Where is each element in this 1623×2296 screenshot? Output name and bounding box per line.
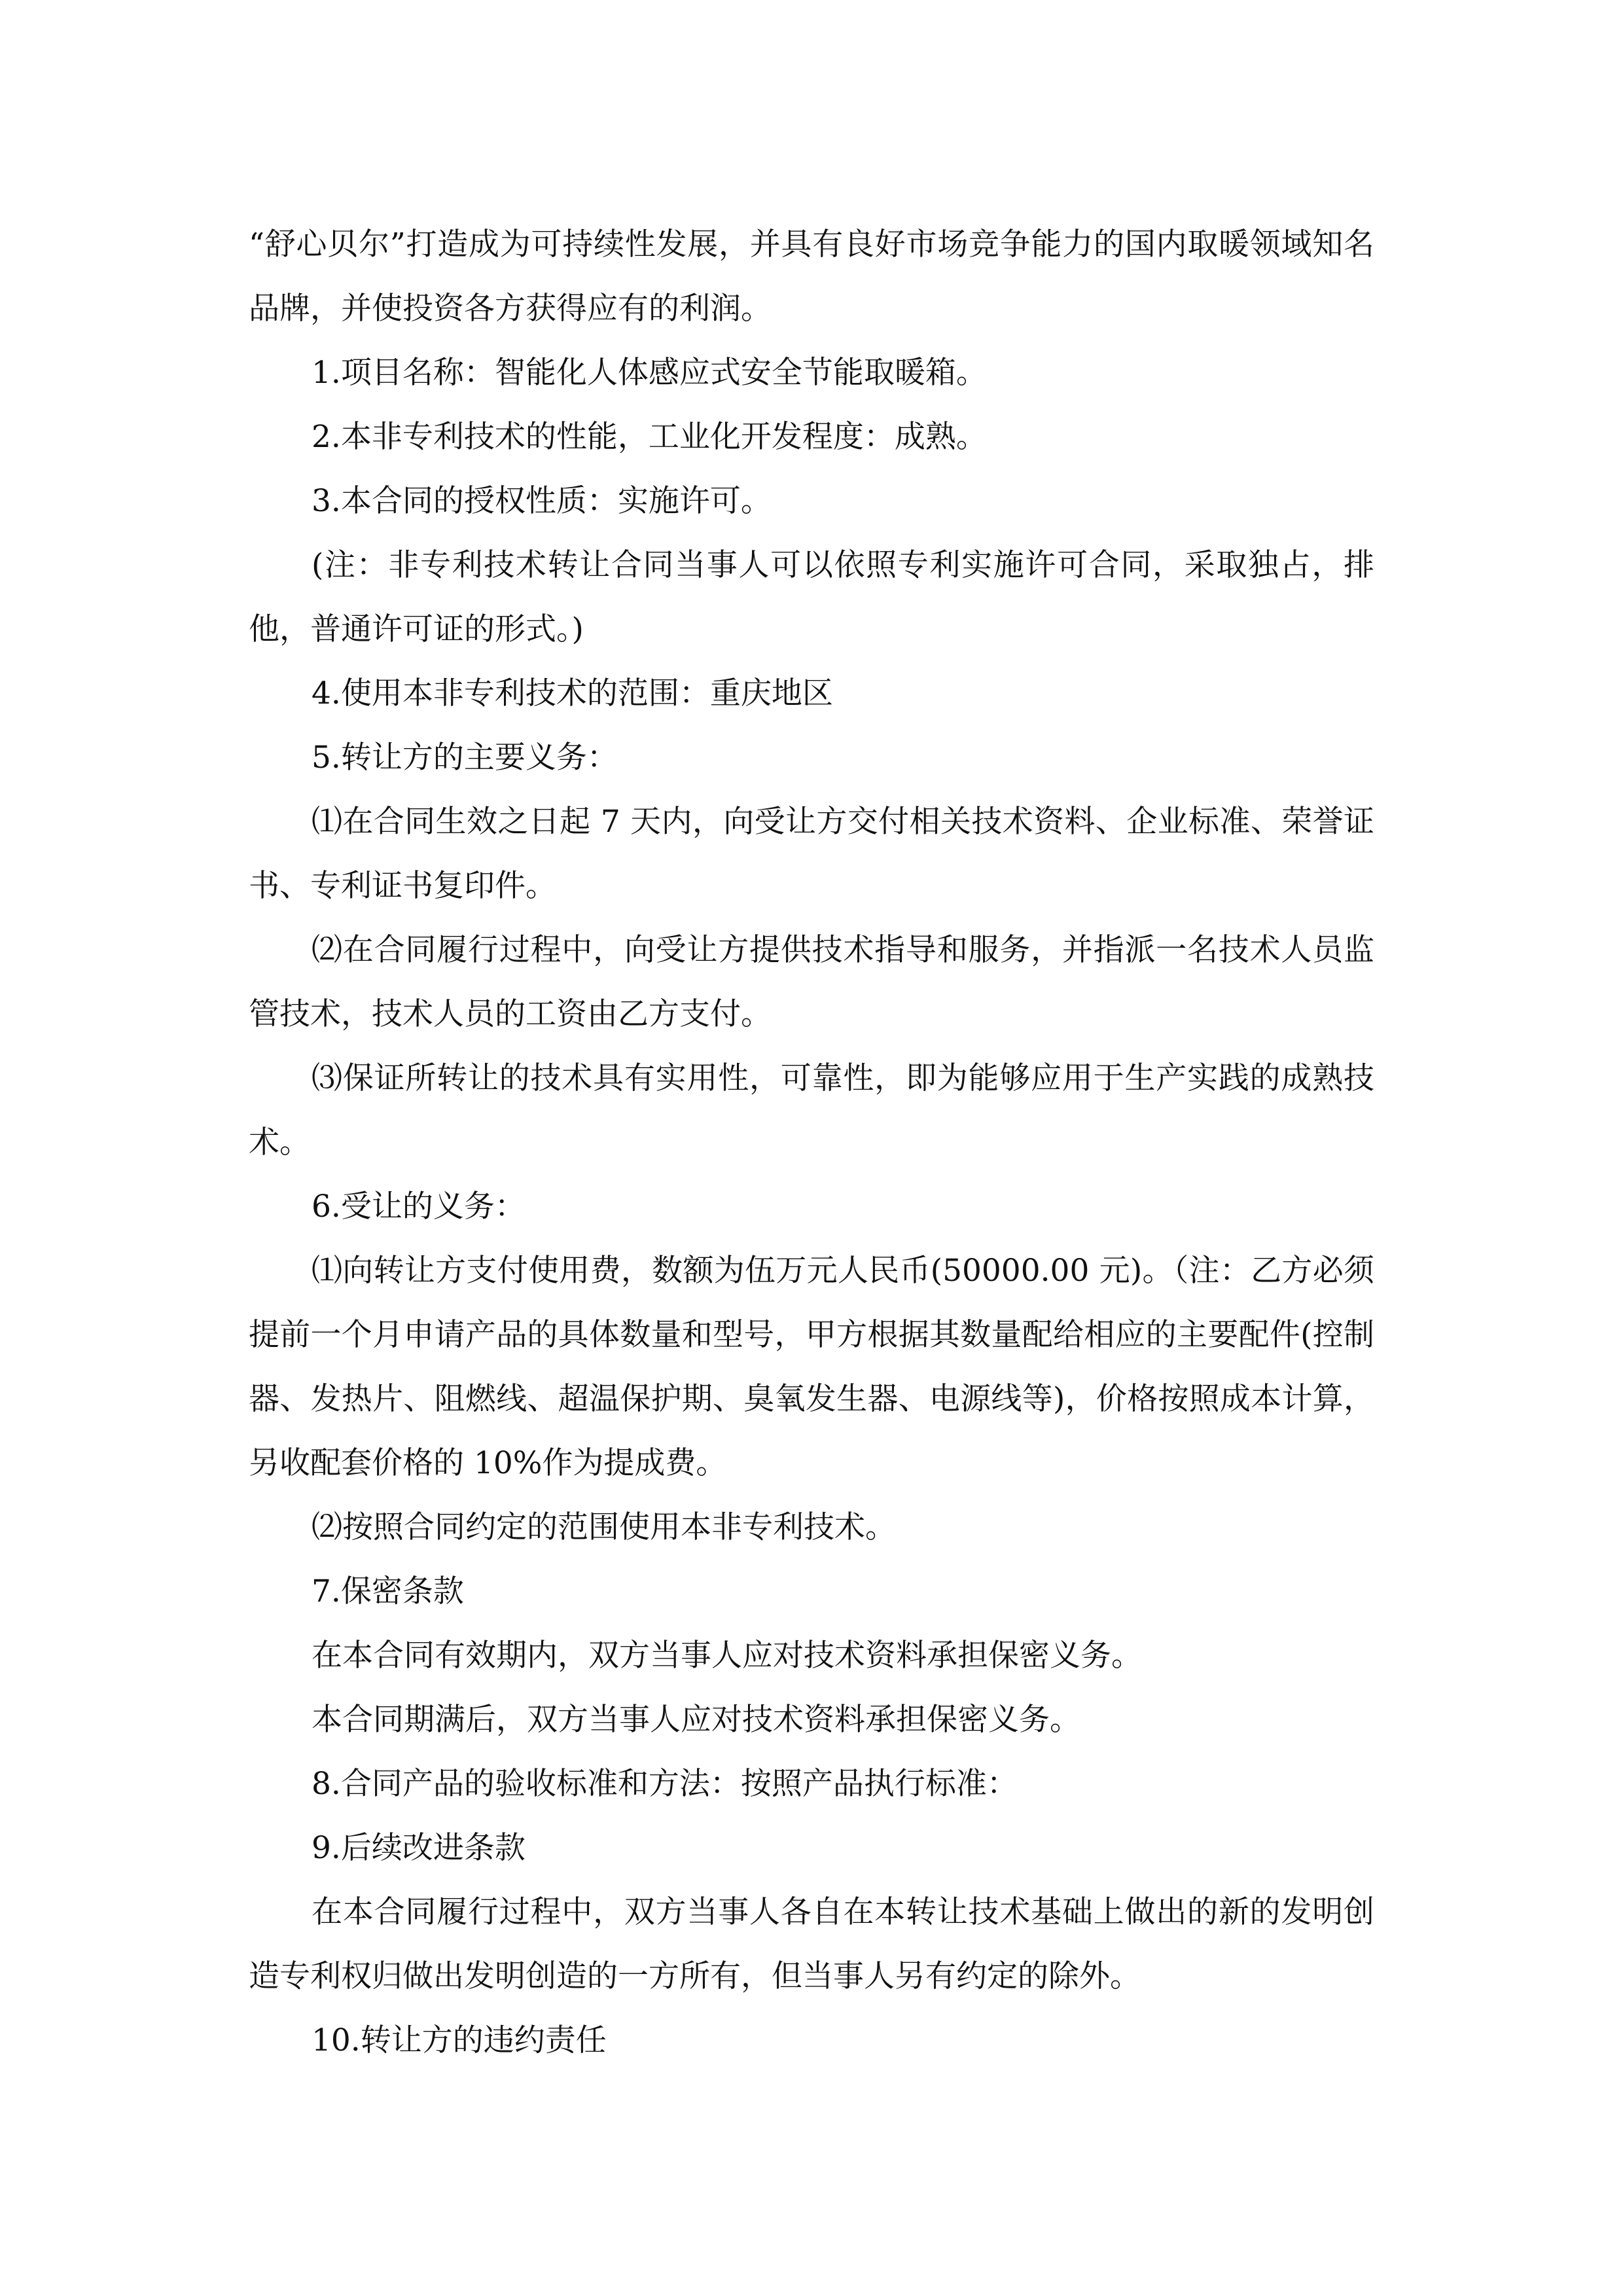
paragraph-transferee-obligation-2: ⑵按照合同约定的范围使用本非专利技术。: [312, 1509, 896, 1545]
paragraph-license-note: (注：非专利技术转让合同当事人可以依照专利实施许可合同，采取独占，排他，普通许可证的形式。): [249, 547, 1374, 647]
paragraph-brand-goal: “舒心贝尔”打造成为可持续性发展，并具有良好市场竞争能力的国内取暖领域知名品牌，并使投资各方获得应有的利润。: [249, 226, 1374, 327]
paragraph-confidentiality-heading: 7.保密条款: [312, 1573, 464, 1609]
paragraph-confidentiality-after: 本合同期满后，双方当事人应对技术资料承担保密义务。: [312, 1702, 1080, 1738]
paragraph-transferee-obligations-heading: 6.受让的义务：: [312, 1189, 526, 1225]
paragraph-transferor-obligation-1: ⑴在合同生效之日起 7 天内，向受让方交付相关技术资料、企业标准、荣誉证书、专利证书复印件。: [249, 804, 1374, 904]
paragraph-confidentiality-during: 在本合同有效期内，双方当事人应对技术资料承担保密义务。: [312, 1638, 1142, 1674]
paragraph-acceptance-standard: 8.合同产品的验收标准和方法：按照产品执行标准：: [312, 1766, 1018, 1802]
paragraph-transferee-obligation-1: ⑴向转让方支付使用费，数额为伍万元人民币(50000.00 元)。（注：乙方必须提前一个月申请产品的具体数量和型号，甲方根据其数量配给相应的主要配件(控制器、发热片、阻燃线、超温保护期、臭氧发生器、电源线等)，价格按照成本计算，另收配套价格的 10%作为提成费。: [249, 1253, 1374, 1481]
paragraph-license-nature: 3.本合同的授权性质：实施许可。: [312, 483, 772, 519]
paragraph-transferor-obligation-3: ⑶保证所转让的技术具有实用性，可靠性，即为能够应用于生产实践的成熟技术。: [249, 1060, 1374, 1160]
paragraph-breach-liability-heading: 10.转让方的违约责任: [312, 2022, 607, 2058]
paragraph-improvement-heading: 9.后续改进条款: [312, 1830, 526, 1866]
paragraph-usage-scope: 4.使用本非专利技术的范围：重庆地区: [312, 675, 833, 711]
paragraph-transferor-obligation-2: ⑵在合同履行过程中，向受让方提供技术指导和服务，并指派一名技术人员监管技术，技术人员的工资由乙方支付。: [249, 932, 1374, 1032]
paragraph-technology-maturity: 2.本非专利技术的性能，工业化开发程度：成熟。: [312, 419, 987, 455]
paragraph-transferor-obligations-heading: 5.转让方的主要义务：: [312, 740, 618, 776]
contract-body: [249, 213, 1374, 2073]
paragraph-project-name: 1.项目名称：智能化人体感应式安全节能取暖箱。: [312, 355, 987, 391]
paragraph-improvement-terms: 在本合同履行过程中，双方当事人各自在本转让技术基础上做出的新的发明创造专利权归做出发明创造的一方所有，但当事人另有约定的除外。: [249, 1894, 1374, 1994]
